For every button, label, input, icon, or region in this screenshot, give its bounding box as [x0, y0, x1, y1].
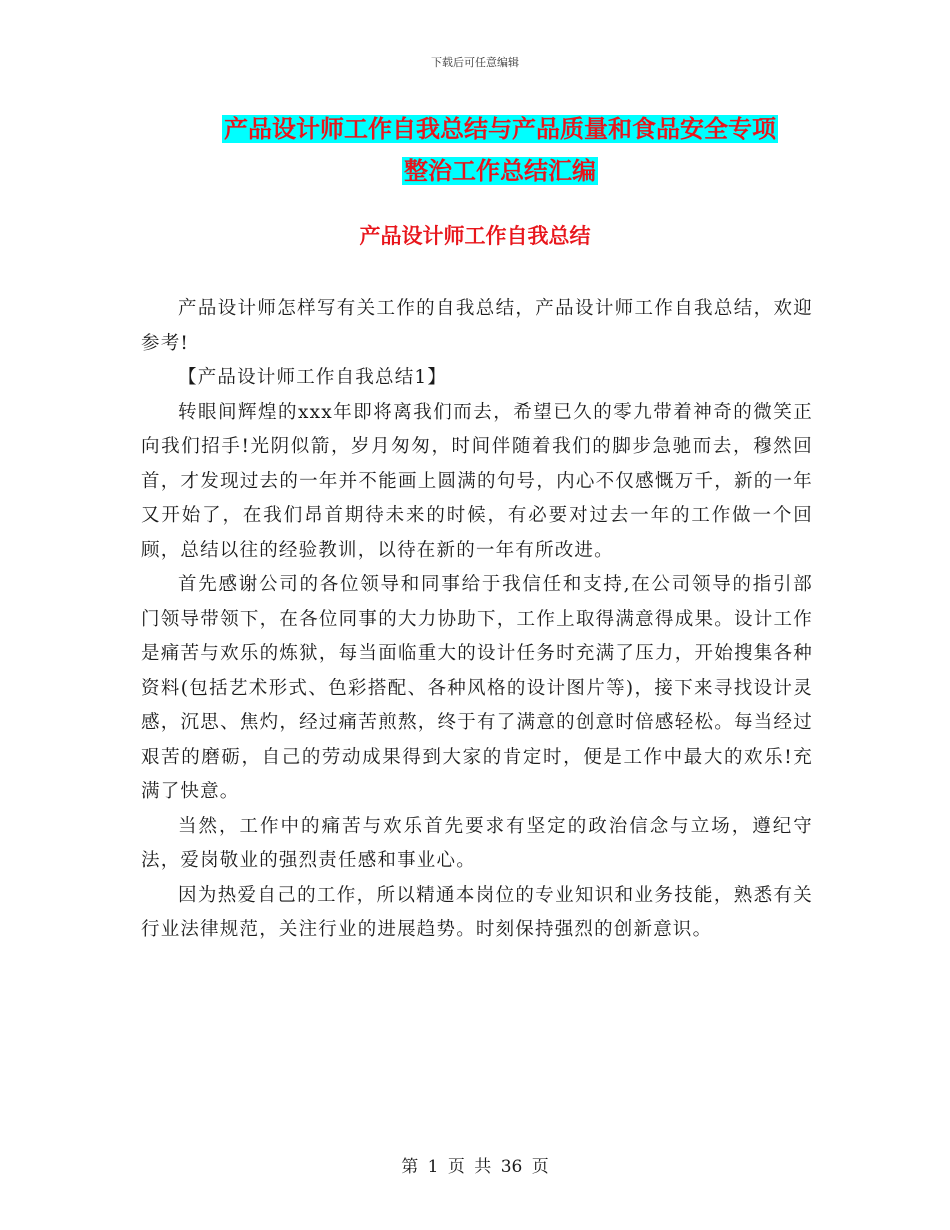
paragraph-body: 首先感谢公司的各位领导和同事给于我信任和支持,在公司领导的指引部门领导带领下，在各位同事的大力协助下，工作上取得满意得成果。设计工作是痛苦与欢乐的炼狱，每当面临重大的设计任务时充满了压力，开始搜集各种资料(包括艺术形式、色彩搭配、各种风格的设计图片等)，接下来寻找设计灵感，沉思、焦灼，经过痛苦煎熬，终于有了满意的创意时倍感轻松。每当经过艰苦的磨砺，自己的劳动成果得到大家的肯定时，便是工作中最大的欢乐!充满了快意。 — [141, 574, 813, 802]
page-number: 第 1 页 共 36 页 — [401, 1157, 549, 1177]
document-title — [150, 108, 850, 192]
paragraph-body: 因为热爱自己的工作，所以精通本岗位的专业知识和业务技能，熟悉有关行业法律规范，关注行业的进展趋势。时刻保持强烈的创新意识。 — [141, 884, 813, 940]
paragraph-body: 当然，工作中的痛苦与欢乐首先要求有坚定的政治信念与立场，遵纪守法，爱岗敬业的强烈责任感和事业心。 — [141, 815, 813, 871]
document-title-line-1: 产品设计师工作自我总结与产品质量和食品安全专项 — [224, 115, 776, 143]
document-body — [141, 292, 813, 948]
document-title-line-2: 整治工作总结汇编 — [404, 157, 596, 185]
paragraph-body: 转眼间辉煌的xxx年即将离我们而去，希望已久的零九带着神奇的微笑正向我们招手!光阴似箭，岁月匆匆，时间伴随着我们的脚步急驰而去，穆然回首，才发现过去的一年并不能画上圆满的句号，内心不仅感慨万千，新的一年又开始了，在我们昂首期待未来的时候，有必要对过去一年的工作做一个回顾，总结以往的经验教训，以待在新的一年有所改进。 — [141, 401, 813, 561]
paragraph-subheading: 【产品设计师工作自我总结1】 — [178, 367, 448, 388]
section-title: 产品设计师工作自我总结 — [359, 224, 591, 248]
paragraph-intro: 产品设计师怎样写有关工作的自我总结，产品设计师工作自我总结，欢迎参考! — [141, 298, 813, 354]
page-header-note: 下载后可任意编辑 — [431, 56, 519, 69]
